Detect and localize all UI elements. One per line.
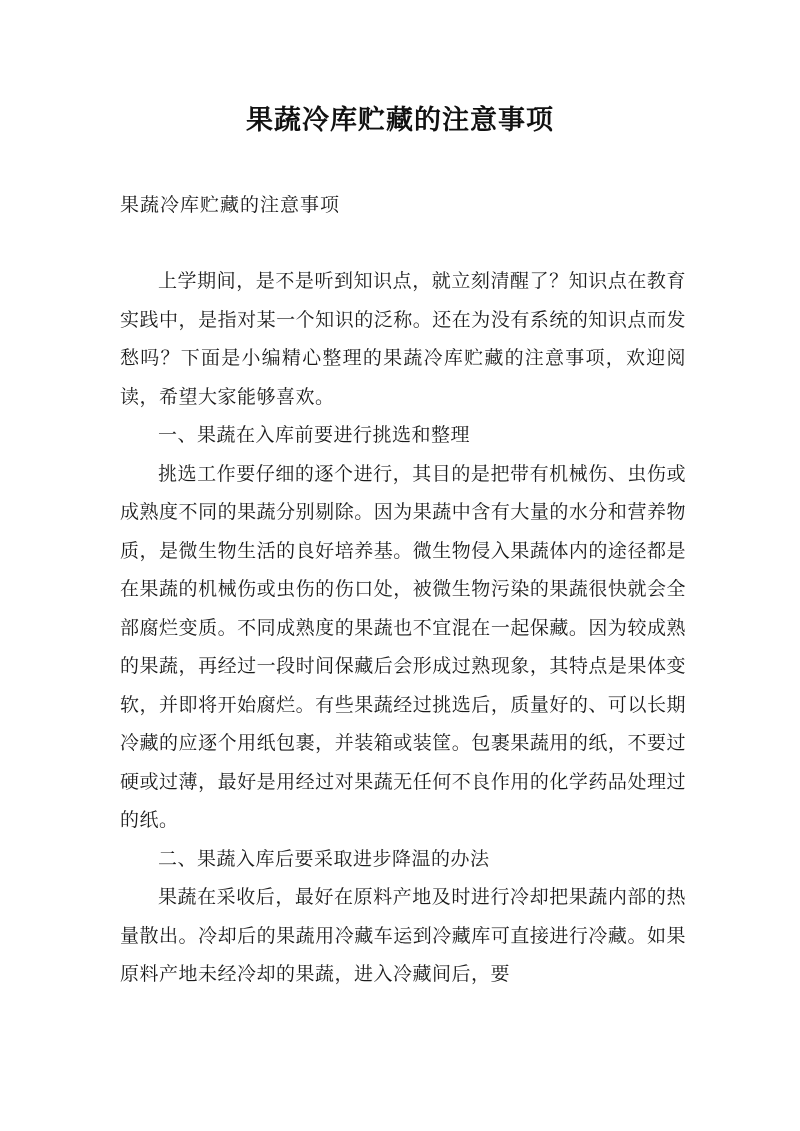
section-heading-2: 二、果蔬入库后要采取进步降温的办法	[158, 847, 490, 870]
section-heading-1: 一、果蔬在入库前要进行挑选和整理	[158, 424, 471, 446]
intro-paragraph: 上学期间，是不是听到知识点，就立刻清醒了？知识点在教育实践中，是指对某一个知识的泛称。还在为没有系统的知识点而发愁吗？下面是小编精心整理的果蔬冷库贮藏的注意事项，欢迎阅读，希望大家能够喜欢。	[120, 270, 686, 408]
document-subtitle: 果蔬冷库贮藏的注意事项	[120, 194, 341, 216]
section-1-paragraph: 挑选工作要仔细的逐个进行，其目的是把带有机械伤、虫伤或成熟度不同的果蔬分别剔除。因为果蔬中含有大量的水分和营养物质，是微生物生活的良好培养基。微生物侵入果蔬体内的途径都是在果蔬的机械伤或虫伤的伤口处，被微生物污染的果蔬很快就会全部腐烂变质。不同成熟度的果蔬也不宜混在一起保藏。因为较成熟的果蔬，再经过一段时间保藏后会形成过熟现象，其特点是果体变软，并即将开始腐烂。有些果蔬经过挑选后，质量好的、可以长期冷藏的应逐个用纸包裹，并装箱或装筐。包裹果蔬用的纸，不要过硬或过薄，最好是用经过对果蔬无任何不良作用的化学药品处理过的纸。	[120, 462, 686, 831]
section-2-paragraph: 果蔬在采收后，最好在原料产地及时进行冷却把果蔬内部的热量散出。冷却后的果蔬用冷藏车运到冷藏库可直接进行冷藏。如果原料产地未经冷却的果蔬，进入冷藏间后，要	[120, 886, 686, 985]
page-title: 果蔬冷库贮藏的注意事项	[246, 105, 554, 136]
document-body	[120, 262, 686, 994]
